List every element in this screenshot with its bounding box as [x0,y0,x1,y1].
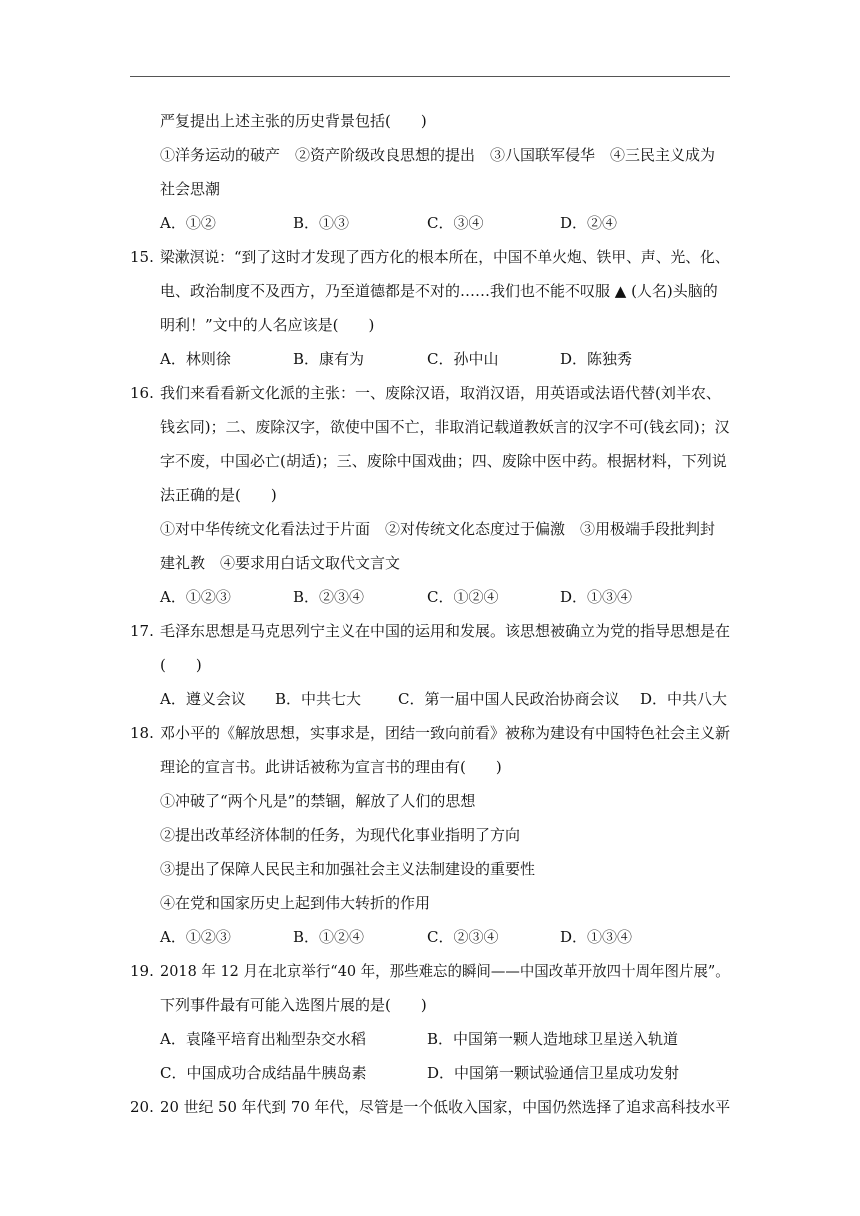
question-number: 19. [130,962,154,980]
question-17-stem-cont: ( ) [160,656,202,674]
question-number: 17. [130,622,154,640]
question-16-stem-3: 字不废，中国必亡(胡适)；三、废除中国戏曲；四、废除中医中药。根据材料，下列说 [160,452,727,470]
question-number: 20. [130,1098,154,1116]
question-number: 16. [130,384,154,402]
question-18-option-d: D．①③④ [560,928,633,946]
question-16-option-c: C．①②④ [427,588,499,606]
question-15-option-c: C．孙中山 [427,350,499,368]
question-14-option-c: C．③④ [427,214,484,232]
question-18-statement-2: ②提出改革经济体制的任务，为现代化事业指明了方向 [160,826,521,844]
question-number: 15. [130,248,154,266]
question-17-option-a: A．遵义会议 [160,690,246,708]
question-15-stem: 梁漱溟说：“到了这时才发现了西方化的根本所在，中国不单火炮、铁甲、声、光、化、 [160,248,730,266]
question-number: 18. [130,724,154,742]
question-15-option-a: A．林则徐 [160,350,231,368]
question-15-option-d: D．陈独秀 [560,350,633,368]
question-18-statement-1: ①冲破了“两个凡是”的禁锢，解放了人们的思想 [160,792,476,810]
question-16-option-b: B．②③④ [293,588,365,606]
question-20-stem: 20 世纪 50 年代到 70 年代，尽管是一个低收入国家，中国仍然选择了追求高科技水平 [160,1098,731,1116]
question-15-stem-end: 明利！”文中的人名应该是( ) [160,316,375,334]
question-18-stem: 邓小平的《解放思想，实事求是，团结一致向前看》被称为建设有中国特色社会主义新 [160,724,731,742]
question-17-stem: 毛泽东思想是马克思列宁主义在中国的运用和发展。该思想被确立为党的指导思想是在 [160,622,731,640]
question-14-statements: ①洋务运动的破产 ②资产阶级改良思想的提出 ③八国联军侵华 ④三民主义成为 [160,146,716,164]
question-19-option-b: B．中国第一颗人造地球卫星送入轨道 [427,1030,679,1048]
question-16-stem: 我们来看看新文化派的主张：一、废除汉语，取消汉语，用英语或法语代替(刘半农、 [160,384,721,402]
question-14-option-d: D．②④ [560,214,618,232]
question-16-option-d: D．①③④ [560,588,633,606]
question-17-option-b: B．中共七大 [275,690,362,708]
question-14-option-a: A．①② [160,214,216,232]
question-19-stem: 2018 年 12 月在北京举行“40 年，那些难忘的瞬间——中国改革开放四十周年图片展”。 [160,962,730,980]
question-19-stem-cont: 下列事件最有可能入选图片展的是( ) [160,996,427,1014]
question-14-option-b: B．①③ [293,214,350,232]
header-rule [130,76,730,77]
question-17-option-c: C．第一届中国人民政治协商会议 [398,690,620,708]
question-17-option-d: D．中共八大 [640,690,728,708]
question-19-option-a: A．袁隆平培育出籼型杂交水稻 [160,1030,366,1048]
question-18-stem-cont: 理论的宣言书。此讲话被称为宣言书的理由有( ) [160,758,502,776]
question-16-stem-4: 法正确的是( ) [160,486,277,504]
question-14-stem: 严复提出上述主张的历史背景包括( ) [160,112,427,130]
question-16-statements: ①对中华传统文化看法过于片面 ②对传统文化态度过于偏激 ③用极端手段批判封 [160,520,716,538]
question-16-statements-cont: 建礼教 ④要求用白话文取代文言文 [160,554,401,572]
question-18-option-a: A．①②③ [160,928,231,946]
question-14-statements-cont: 社会思潮 [160,180,221,198]
question-18-statement-3: ③提出了保障人民民主和加强社会主义法制建设的重要性 [160,860,536,878]
question-16-stem-2: 钱玄同)；二、废除汉字，欲使中国不亡，非取消记载道教妖言的汉字不可(钱玄同)；汉 [160,418,730,436]
question-18-statement-4: ④在党和国家历史上起到伟大转折的作用 [160,894,431,912]
question-16-option-a: A．①②③ [160,588,231,606]
question-18-option-b: B．①②④ [293,928,365,946]
question-15-stem-cont: 电、政治制度不及西方，乃至道德都是不对的……我们也不能不叹服 ▲ (人名)头脑的 [160,282,718,300]
question-19-option-d: D．中国第一颗试验通信卫星成功发射 [427,1064,680,1082]
question-19-option-c: C．中国成功合成结晶牛胰岛素 [160,1064,367,1082]
question-18-option-c: C．②③④ [427,928,499,946]
question-15-option-b: B．康有为 [293,350,365,368]
